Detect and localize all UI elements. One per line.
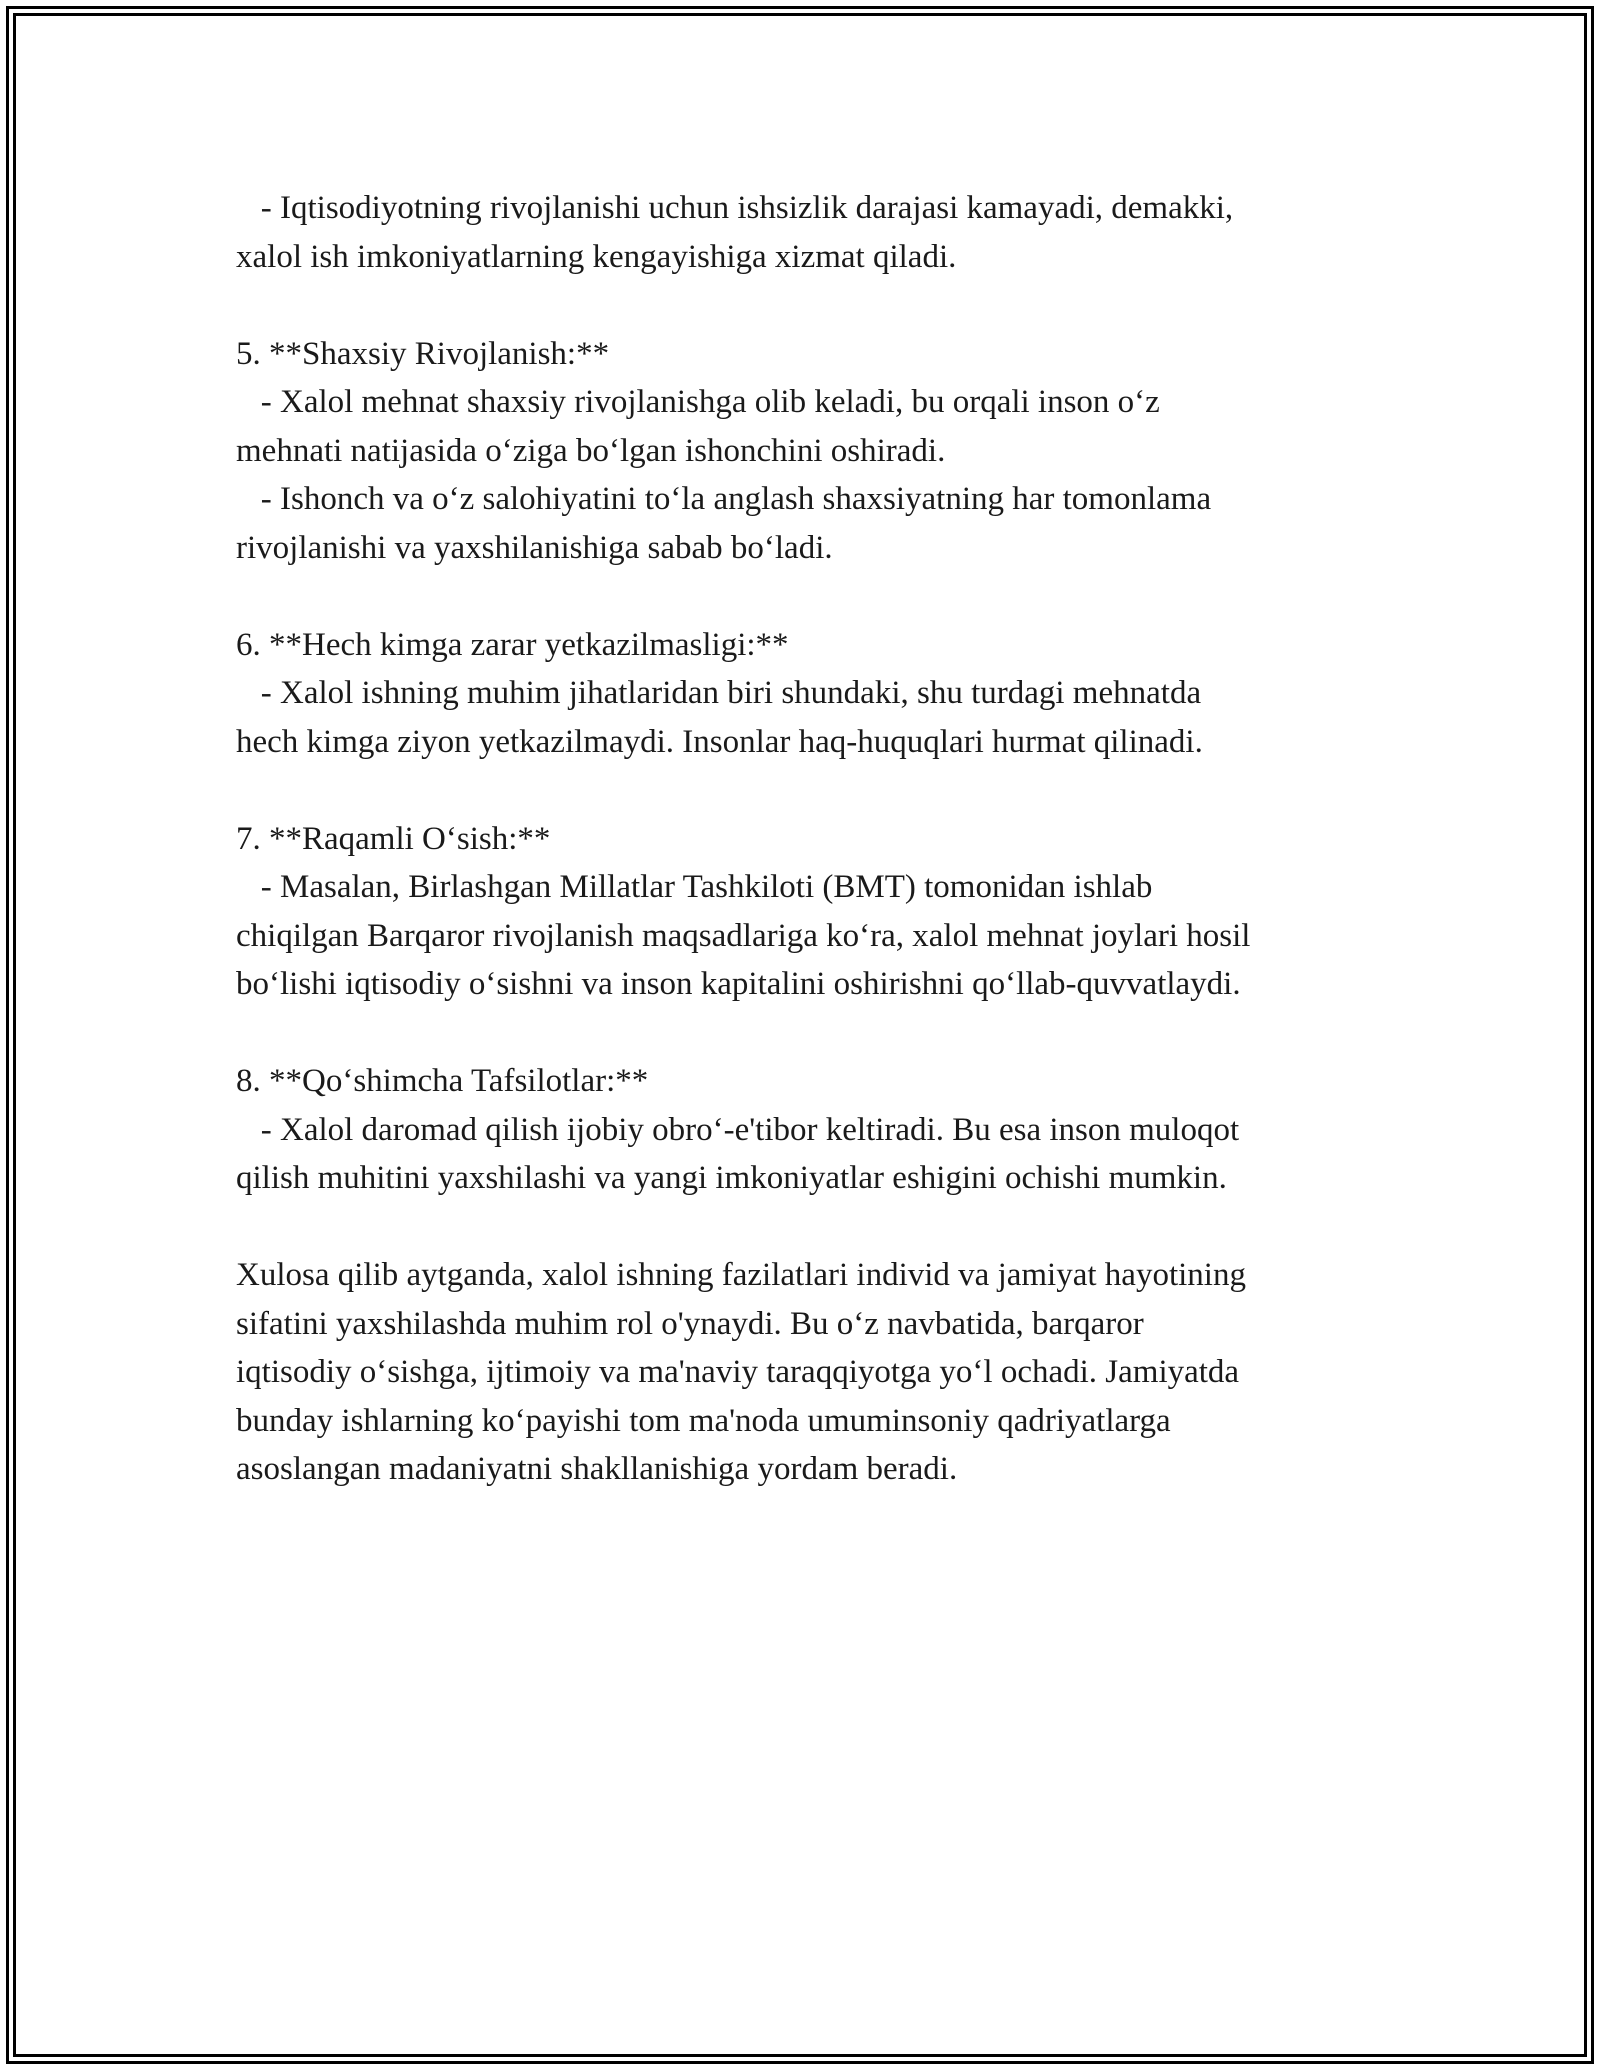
text-line: - Iqtisodiyotning rivojlanishi uchun ishsizlik darajasi kamayadi, demakki, (236, 190, 1234, 226)
text-line: boʻlishi iqtisodiy oʻsishni va inson kapitalini oshirishni qoʻllab-quvvatlaydi. (236, 966, 1241, 1002)
blank-line (236, 766, 1436, 815)
text-line: - Xalol daromad qilish ijobiy obroʻ-e'tibor keltiradi. Bu esa inson muloqot (236, 1111, 1240, 1148)
blank-line (236, 281, 1436, 330)
blank-line (236, 1009, 1436, 1058)
text-line: chiqilgan Barqaror rivojlanish maqsadlariga koʻra, xalol mehnat joylari hosil (236, 917, 1251, 954)
text-line: qilish muhitini yaxshilashi va yangi imkoniyatlar eshigini ochishi mumkin. (236, 1160, 1227, 1196)
text-line: - Xalol mehnat shaxsiy rivojlanishga olib keladi, bu orqali inson oʻz (236, 384, 1160, 420)
text-line: xalol ish imkoniyatlarning kengayishiga xizmat qiladi. (236, 238, 957, 275)
blank-line (236, 572, 1436, 621)
document-body (236, 184, 1436, 1494)
section-heading: 7. **Raqamli Oʻsish:** (236, 820, 551, 857)
conclusion-line: Xulosa qilib aytganda, xalol ishning fazilatlari individ va jamiyat hayotining (236, 1257, 1246, 1293)
text-line: - Masalan, Birlashgan Millatlar Tashkiloti (BMT) tomonidan ishlab (236, 869, 1153, 905)
text-line: hech kimga ziyon yetkazilmaydi. Insonlar haq-huquqlari hurmat qilinadi. (236, 723, 1203, 760)
text-line: - Ishonch va oʻz salohiyatini toʻla anglash shaxsiyatning har tomonlama (236, 481, 1212, 517)
conclusion-line: bunday ishlarning koʻpayishi tom ma'noda umuminsoniy qadriyatlarga (236, 1402, 1171, 1439)
section-heading: 6. **Hech kimga zarar yetkazilmasligi:** (236, 626, 789, 663)
conclusion-line: asoslangan madaniyatni shakllanishiga yordam beradi. (236, 1451, 958, 1487)
text-line: rivojlanishi va yaxshilanishiga sabab boʻladi. (236, 529, 833, 566)
blank-line (236, 1203, 1436, 1252)
text-line: mehnati natijasida oʻziga boʻlgan ishonchini oshiradi. (236, 432, 946, 469)
conclusion-line: sifatini yaxshilashda muhim rol o'ynaydi. Bu oʻz navbatida, barqaror (236, 1305, 1144, 1342)
section-heading: 5. **Shaxsiy Rivojlanish:** (236, 335, 610, 372)
section-heading: 8. **Qoʻshimcha Tafsilotlar:** (236, 1063, 649, 1099)
conclusion-line: iqtisodiy oʻsishga, ijtimoiy va ma'naviy taraqqiyotga yoʻl ochadi. Jamiyatda (236, 1354, 1240, 1390)
text-line: - Xalol ishning muhim jihatlaridan biri shundaki, shu turdagi mehnatda (236, 675, 1202, 711)
